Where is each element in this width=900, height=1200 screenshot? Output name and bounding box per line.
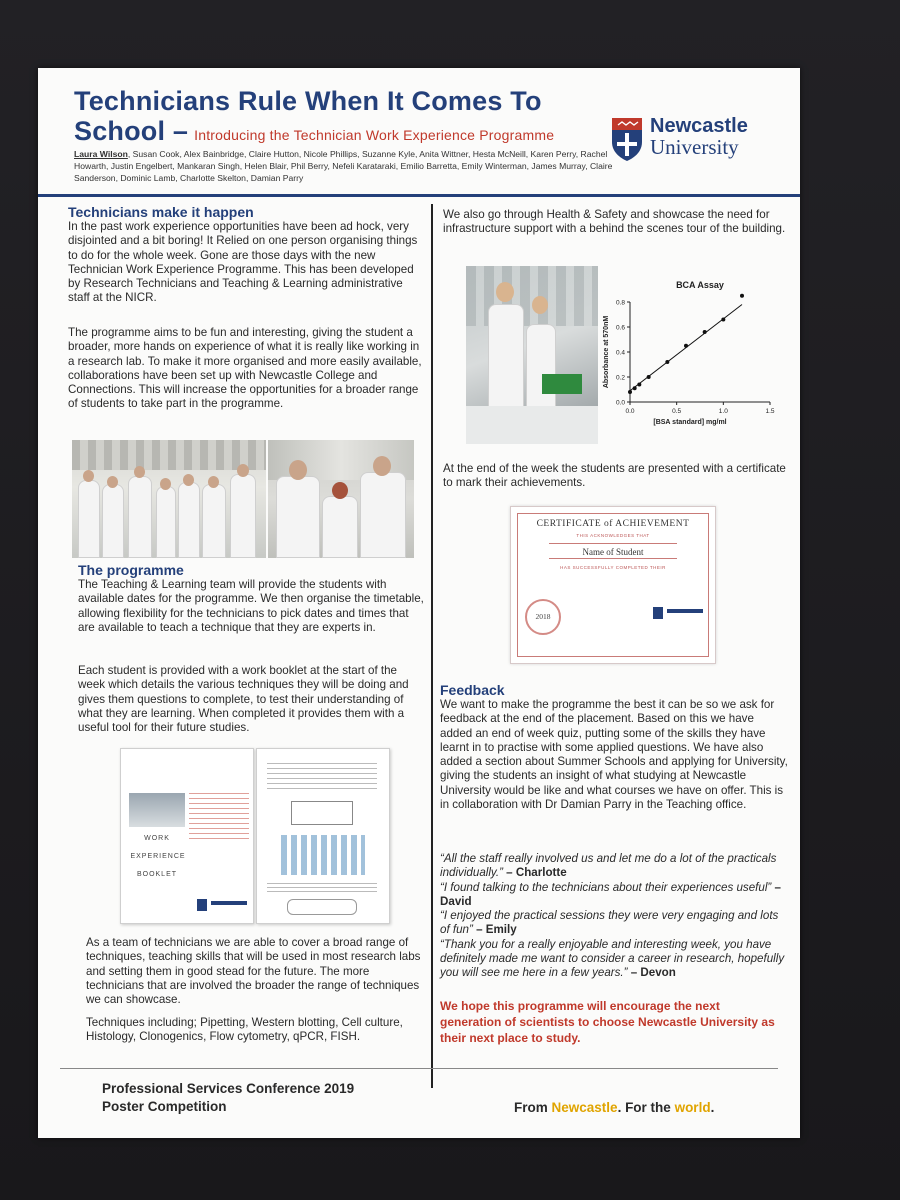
- technician-head: [373, 456, 391, 476]
- page-diagram: [291, 801, 353, 825]
- booklet-photo: [129, 793, 185, 827]
- booklet-logo-icon: [197, 899, 207, 911]
- logo-line2: University: [650, 135, 739, 159]
- y-tick-label: 0.0: [615, 399, 625, 407]
- programme-paragraph: The Teaching & Learning team will provide the students with available dates for the programme. We then organise the timetable, allowing flexibility for the technicians to pick dates and times that are available to teach a technique that they are experts in.: [78, 578, 424, 634]
- technician-head: [289, 460, 307, 480]
- co-authors: , Susan Cook, Alex Bainbridge, Claire Hutton, Nicole Phillips, Suzanne Kyle, Anita Wittner, Hesta McNeill, Karen Perry, Rachel Howarth, Justin Engelbert, Mankaran Singh, Helen Blair, Phil Berry, Nefeli Karataraki, Emilio Barretta, Emily Winterman, James Murray, Claire Sanderson, Dominic Lamb, Charlotte Skelton, Damian Parry: [74, 149, 613, 183]
- data-point: [647, 375, 651, 379]
- quote-author: – David: [440, 880, 781, 908]
- quote-item: [440, 881, 788, 910]
- quote-text: “All the staff really involved us and let me do a lot of the practicals individually.”: [440, 852, 777, 880]
- lab-photo: [466, 266, 598, 444]
- header-rule: [38, 194, 800, 197]
- lead-author: Laura Wilson: [74, 149, 128, 159]
- heading-programme: The programme: [78, 562, 184, 578]
- certificate-title: CERTIFICATE of ACHIEVEMENT: [536, 519, 690, 529]
- student-figure: [156, 486, 176, 558]
- quote-item: [440, 938, 788, 981]
- tagline-highlight: Newcastle: [551, 1100, 618, 1115]
- tagline-part: From: [514, 1100, 552, 1115]
- data-point: [633, 386, 637, 390]
- quote-author: – Emily: [472, 923, 517, 937]
- quote-item: [440, 852, 788, 881]
- x-tick-label: 1.5: [765, 408, 775, 415]
- technician-figure: [276, 476, 320, 558]
- page-plate-diagram: [281, 835, 365, 875]
- x-axis-label: [BSA standard] mg/ml: [653, 419, 727, 426]
- logo-line1: Newcastle: [650, 115, 748, 137]
- feedback-paragraph: We want to make the programme the best it can be so we ask for feedback at the end of the placement. Based on this we have added an end of week quiz, putting some of the skills they have learnt in to practise with some applied questions. We have also added a section about Summer Schools and applying for University, giving the students an insight of what studying at Newcastle University would be like and what courses we have on offer. This is in collaboration with Dr Damian Parry in the Teaching office.: [440, 698, 788, 812]
- bca-assay-chart: [600, 274, 780, 436]
- student-head: [183, 474, 194, 486]
- student-head: [160, 478, 171, 490]
- booklet-page: [256, 748, 390, 924]
- techniques-range-paragraph: As a team of technicians we are able to cover a broad range of techniques, teaching skills that will be used in most research labs and setting them in good stead for the future. The more technicians that are involved the broader the range of techniques we can showcase.: [86, 936, 421, 1007]
- tagline: [514, 1100, 714, 1115]
- booklet-title-3: BOOKLET: [136, 871, 178, 878]
- tagline-part: .: [710, 1100, 715, 1115]
- booklet-paragraph: Each student is provided with a work booklet at the start of the week which details the various techniques they will be doing and gives them questions to complete, to test their understanding of what they are learning. When completed it provides them with a useful tool for their future studies.: [78, 664, 409, 735]
- group-photo: [72, 440, 266, 558]
- x-tick-label: 1.0: [718, 408, 728, 415]
- author-list: [74, 148, 619, 184]
- lab-shelves: [72, 440, 266, 470]
- student-figure: [78, 480, 100, 558]
- student-head: [532, 296, 548, 314]
- data-point: [628, 390, 632, 394]
- closing-statement: We hope this programme will encourage the next generation of scientists to choose Newcastle University as their next place to study.: [440, 999, 775, 1045]
- poster-title-line2: [74, 116, 554, 150]
- logo-wordmark: [650, 116, 748, 158]
- data-point: [665, 360, 669, 364]
- aims-paragraph: The programme aims to be fun and interesting, giving the student a broader, more hands on experience of what it is really like working in a research lab. To make it more organised and more easily available, collaborations have been set up with Newcastle College and Connections. This will increase the opportunities for a broader range of students to take part in the programme.: [68, 326, 422, 411]
- poster-subtitle: Introducing the Technician Work Experience Programme: [194, 127, 555, 143]
- quote-item: [440, 909, 788, 938]
- booklet-cover: [120, 748, 254, 924]
- chart-title: BCA Assay: [676, 280, 724, 290]
- x-tick-label: 0.5: [672, 408, 682, 415]
- y-tick-label: 0.8: [615, 299, 625, 307]
- student-figure: [230, 474, 256, 558]
- data-point: [637, 383, 641, 387]
- x-tick-label: 0.0: [625, 408, 635, 415]
- column-divider: [431, 204, 433, 1088]
- poster: [38, 68, 800, 1138]
- page-flow-diagram: [287, 899, 357, 915]
- health-safety-paragraph: We also go through Health & Safety and showcase the need for infrastructure support with a behind the scenes tour of the building.: [443, 208, 786, 236]
- conference-name: Professional Services Conference 2019: [102, 1081, 355, 1096]
- data-point: [721, 318, 725, 322]
- shield-icon: [610, 116, 644, 162]
- quote-text: “I found talking to the technicians about their experiences useful”: [440, 880, 772, 894]
- page-text-block: [267, 763, 377, 793]
- technicians-photo: [268, 440, 414, 558]
- certificate-logo-mark: [667, 609, 703, 613]
- lab-shelves: [466, 266, 598, 326]
- intro-paragraph: In the past work experience opportunities have been ad hock, very disjointed and a bit boring! It Relied on one person organising things to do for the whole week. Gone are those days with the new Technician Work Experience Programme. This has been developed by Research Technicians and Teaching & Learning administrative staff at the NICR.: [68, 220, 418, 305]
- certificate-image: [510, 506, 716, 664]
- certificate-subline: THIS ACKNOWLEDGES THAT: [576, 533, 650, 538]
- student-head: [496, 282, 514, 302]
- technician-figure: [360, 472, 406, 558]
- booklet-title-2: EXPERIENCE: [130, 853, 186, 860]
- data-point: [740, 294, 744, 298]
- student-figure: [128, 476, 152, 558]
- quote-list: [440, 852, 788, 981]
- certificate-completed: HAS SUCCESSFULLY COMPLETED THEIR: [560, 565, 666, 570]
- student-head: [107, 476, 118, 488]
- techniques-list: Techniques including; Pipetting, Western blotting, Cell culture, Histology, Clonogenics, Flow cytometry, qPCR, FISH.: [86, 1016, 403, 1044]
- student-figure: [202, 484, 226, 558]
- university-logo: [610, 114, 790, 170]
- quote-author: – Devon: [627, 966, 676, 980]
- y-tick-label: 0.4: [615, 349, 625, 357]
- technician-figure: [322, 496, 358, 558]
- data-point: [684, 344, 688, 348]
- quote-author: – Charlotte: [502, 866, 567, 880]
- student-head: [83, 470, 94, 482]
- certificate-student-name: Name of Student: [549, 543, 677, 559]
- certificate-seal: 2018: [525, 599, 561, 635]
- lab-bench: [466, 406, 598, 444]
- quote-text: “Thank you for a really enjoyable and interesting week, you have definitely made me want to consider a career in research, hopefully you will see me here in a few years.”: [440, 937, 785, 980]
- data-point: [703, 330, 707, 334]
- student-head: [134, 466, 145, 478]
- y-tick-label: 0.2: [615, 374, 625, 382]
- booklet-title-1: WORK: [144, 835, 170, 842]
- certificate-paragraph: At the end of the week the students are presented with a certificate to mark their achievements.: [443, 462, 786, 490]
- competition-name: Poster Competition: [102, 1099, 227, 1114]
- student-head: [237, 464, 249, 477]
- poster-title-line1: Technicians Rule When It Comes To: [74, 86, 542, 116]
- y-axis-label: Absorbance at 570nM: [603, 315, 610, 389]
- conference-label: [102, 1080, 354, 1116]
- tagline-highlight: world: [674, 1100, 711, 1115]
- heading-feedback: Feedback: [440, 682, 505, 698]
- student-head: [208, 476, 219, 488]
- page-text-block: [267, 883, 377, 895]
- heading-technicians: Technicians make it happen: [68, 204, 254, 220]
- y-tick-label: 0.6: [615, 324, 625, 332]
- booklet-logo-mark: [211, 901, 247, 905]
- certificate-logo-icon: [653, 607, 663, 619]
- booklet-text-block: [189, 793, 249, 843]
- footer-rule: [60, 1068, 778, 1069]
- quote-text: “I enjoyed the practical sessions they were very engaging and lots of fun”: [440, 909, 779, 937]
- poster-title-word: School –: [74, 116, 189, 146]
- technician-head: [332, 482, 348, 499]
- lab-equipment: [542, 374, 582, 394]
- student-figure: [102, 484, 124, 558]
- tagline-part: . For the: [617, 1100, 675, 1115]
- student-figure: [178, 482, 200, 558]
